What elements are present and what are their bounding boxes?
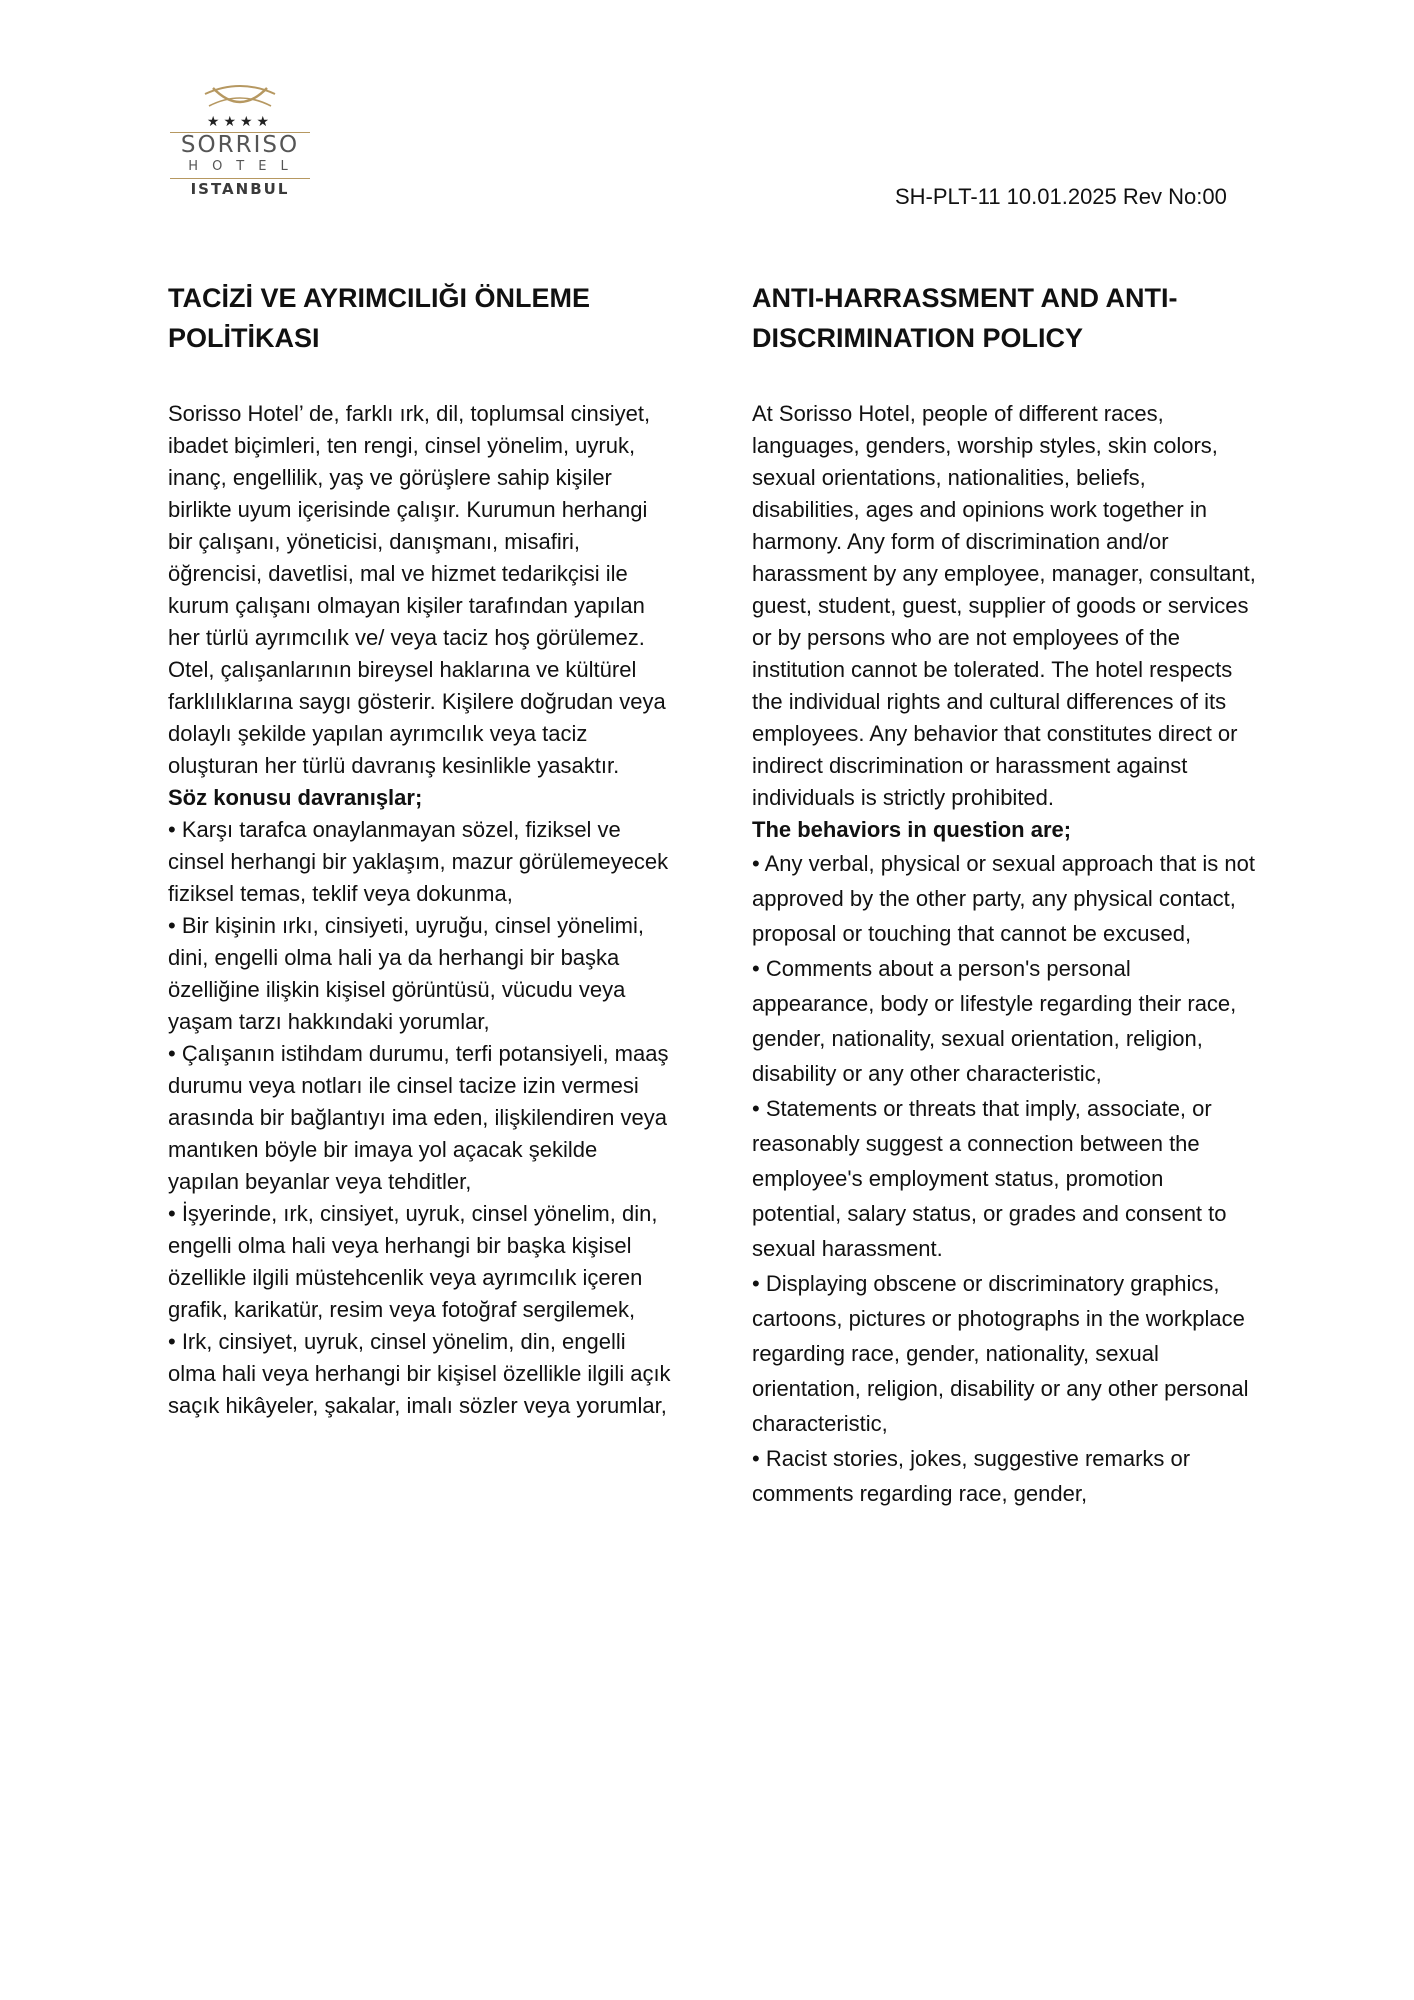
- turkish-intro-paragraph: Sorisso Hotel’ de, farklı ırk, dil, toplumsal cinsiyet, ibadet biçimleri, ten rengi, cinsel yönelim, uyruk, inanç, engellilik, yaş ve görüşlere sahip kişiler birlikte uyum içerisinde çalışır. Kurumun herhangi bir çalışanı, yöneticisi, danışmanı, misafiri, öğrencisi, davetlisi, mal ve hizmet tedarikçisi ile kurum çalışanı olmayan kişiler tarafından yapılan her türlü ayrımcılık ve/ veya taciz hoş görülemez. Otel, çalışanlarının bireysel haklarına ve kültürel farklılıklarına saygı gösterir. Kişilere doğrudan veya dolaylı şekilde yapılan ayrımcılık veya taciz oluşturan her türlü davranış kesinlikle yasaktır.: [168, 401, 666, 778]
- hotel-logo: [165, 82, 315, 207]
- english-bullet-3: • Statements or threats that imply, associate, or reasonably suggest a connection between the employee's employment status, promotion potential, salary status, or grades and consent to sexual harassment.: [752, 1096, 1227, 1261]
- turkish-bullet-4: • İşyerinde, ırk, cinsiyet, uyruk, cinsel yönelim, din, engelli olma hali veya herhangi bir başka kişisel özellikle ilgili müstehcenlik veya ayrımcılık içeren grafik, karikatür, resim veya fotoğraf sergilemek,: [168, 1201, 658, 1322]
- turkish-policy-body: [168, 398, 673, 1422]
- turkish-policy-column: [168, 278, 673, 1422]
- turkish-bullet-1: • Karşı tarafca onaylanmayan sözel, fiziksel ve cinsel herhangi bir yaklaşım, mazur görülemeyecek fiziksel temas, teklif veya dokunma,: [168, 817, 669, 906]
- english-behaviors-heading: The behaviors in question are;: [752, 817, 1072, 842]
- turkish-bullet-5: • Irk, cinsiyet, uyruk, cinsel yönelim, din, engelli olma hali veya herhangi bir kişisel özellikle ilgili açık saçık hikâyeler, şakalar, imalı sözler veya yorumlar,: [168, 1329, 671, 1418]
- english-bullet-4: • Displaying obscene or discriminatory graphics, cartoons, pictures or photographs in the workplace regarding race, gender, nationality, sexual orientation, religion, disability or any other personal characteristic,: [752, 1271, 1249, 1436]
- logo-line-hotel: HOTEL: [188, 159, 302, 174]
- english-bullet-1: • Any verbal, physical or sexual approach that is not approved by the other party, any physical contact, proposal or touching that cannot be excused,: [752, 851, 1255, 946]
- english-intro-paragraph: At Sorisso Hotel, people of different races, languages, genders, worship styles, skin colors, sexual orientations, nationalities, beliefs, disabilities, ages and opinions work together in harmony. Any form of discrimination and/or harassment by any employee, manager, consultant, guest, student, guest, supplier of goods or services or by persons who are not employees of the institution cannot be tolerated. The hotel respects the individual rights and cultural differences of its employees. Any behavior that constitutes direct or indirect discrimination or harassment against individuals is strictly prohibited.: [752, 401, 1256, 810]
- logo-line-istanbul: ISTANBUL: [190, 180, 290, 198]
- english-bullet-5: • Racist stories, jokes, suggestive remarks or comments regarding race, gender,: [752, 1446, 1191, 1506]
- logo-line-sorriso: SORRISO: [180, 132, 300, 158]
- logo-rule-bottom: [170, 178, 310, 179]
- turkish-bullet-2: • Bir kişinin ırkı, cinsiyeti, uyruğu, cinsel yönelimi, dini, engelli olma hali ya da herhangi bir başka özelliğine ilişkin kişisel görüntüsü, vücudu veya yaşam tarzı hakkındaki yorumlar,: [168, 913, 644, 1034]
- english-bullet-2: • Comments about a person's personal appearance, body or lifestyle regarding their race, gender, nationality, sexual orientation, religion, disability or any other characteristic,: [752, 956, 1237, 1086]
- logo-stars: ★★★★: [206, 114, 274, 130]
- english-policy-column: [752, 278, 1257, 1511]
- document-code: SH-PLT-11 10.01.2025 Rev No:00: [895, 184, 1227, 209]
- english-policy-body: [752, 398, 1257, 1511]
- turkish-policy-title: TACİZİ VE AYRIMCILIĞI ÖNLEME POLİTİKASI: [168, 283, 591, 353]
- turkish-behaviors-heading: Söz konusu davranışlar;: [168, 785, 423, 810]
- turkish-bullet-3: • Çalışanın istihdam durumu, terfi potansiyeli, maaş durumu veya notları ile cinsel tacize izin vermesi arasında bir bağlantıyı ima eden, ilişkilendiren veya mantıken böyle bir imaya yol açacak şekilde yapılan beyanlar veya tehditler,: [168, 1041, 669, 1194]
- english-policy-title: ANTI-HARRASSMENT AND ANTI-DISCRIMINATION POLICY: [752, 283, 1178, 353]
